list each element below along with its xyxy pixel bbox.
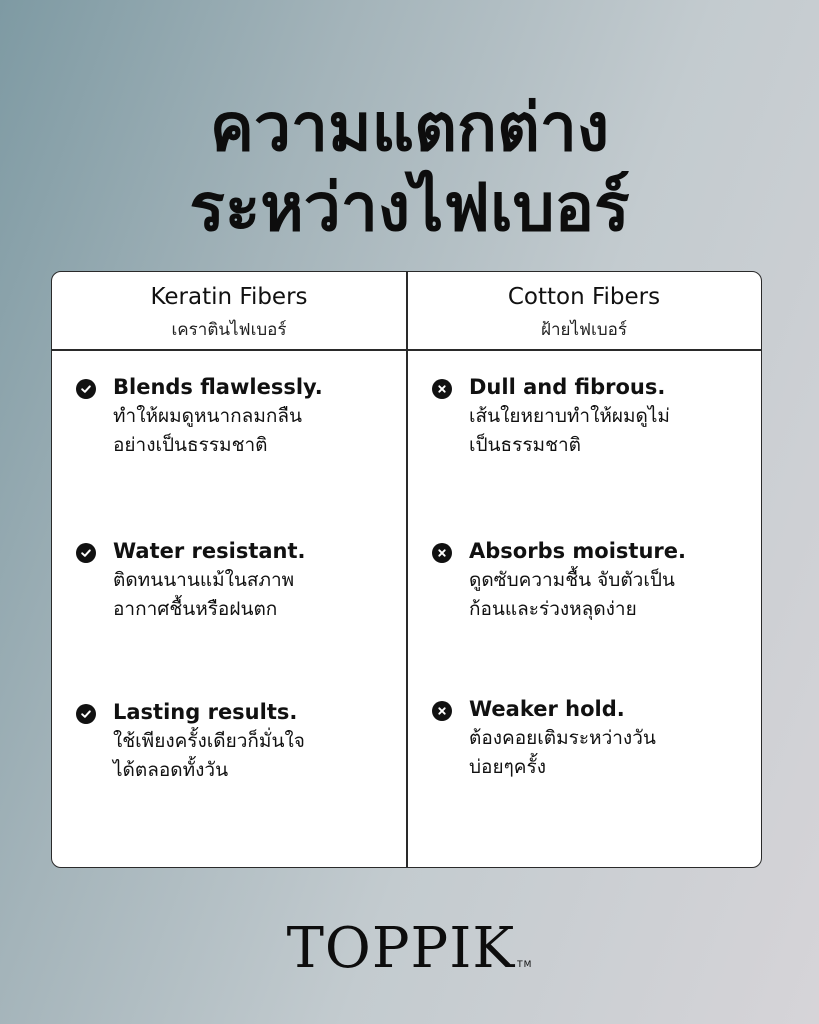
- column-divider: [406, 272, 408, 867]
- keratin-heading-th: เคราตินไฟเบอร์: [171, 320, 287, 340]
- keratin-item-desc-2: อย่างเป็นธรรมชาติ: [113, 434, 268, 456]
- cotton-item: [432, 372, 752, 460]
- cotton-item-desc-2: บ่อยๆครั้ง: [469, 756, 547, 778]
- cotton-item-title: Absorbs moisture.: [469, 539, 686, 563]
- header-divider: [52, 349, 761, 351]
- cotton-item: [432, 536, 752, 624]
- check-circle-icon: [76, 543, 96, 563]
- cotton-item-desc-2: ก้อนและร่วงหลุดง่าย: [469, 598, 637, 620]
- brand-logo: [0, 914, 819, 1000]
- x-circle-icon: [432, 701, 452, 721]
- cotton-item-desc-1: ต้องคอยเติมระหว่างวัน: [469, 727, 656, 749]
- keratin-item: [76, 697, 396, 785]
- x-circle-icon: [432, 379, 452, 399]
- title-line-1: ความแตกต่าง: [209, 89, 610, 166]
- keratin-item-desc-2: อากาศชื้นหรือฝนตก: [113, 598, 278, 620]
- keratin-item-desc-1: ทำให้ผมดูหนากลมกลืน: [113, 405, 302, 427]
- keratin-item: [76, 372, 396, 460]
- keratin-item-title: Lasting results.: [113, 700, 298, 724]
- cotton-item-desc-2: เป็นธรรมชาติ: [469, 434, 581, 456]
- keratin-item: [76, 536, 396, 624]
- title-line-2: ระหว่างไฟเบอร์: [189, 169, 630, 246]
- cotton-item-desc-1: เส้นใยหยาบทำให้ผมดูไม่: [469, 405, 670, 427]
- keratin-item-title: Water resistant.: [113, 539, 306, 563]
- keratin-column-header: [52, 282, 406, 344]
- cotton-heading-th: ฝ้ายไฟเบอร์: [541, 320, 627, 340]
- keratin-item-title: Blends flawlessly.: [113, 375, 323, 399]
- cotton-heading-en: Cotton Fibers: [507, 284, 661, 310]
- comparison-table: [51, 271, 762, 868]
- keratin-item-desc-2: ได้ตลอดทั้งวัน: [113, 759, 229, 781]
- x-circle-icon: [432, 543, 452, 563]
- brand-logo-text: TOPPIK: [286, 916, 516, 981]
- keratin-heading-en: Keratin Fibers: [150, 284, 308, 310]
- page-title: [0, 88, 819, 248]
- check-circle-icon: [76, 379, 96, 399]
- cotton-item-desc-1: ดูดซับความชื้น จับตัวเป็น: [469, 569, 675, 591]
- cotton-column-header: [407, 282, 761, 344]
- keratin-item-desc-1: ติดทนนานแม้ในสภาพ: [113, 569, 295, 591]
- trademark-mark: TM: [517, 960, 533, 970]
- cotton-item-title: Weaker hold.: [469, 697, 625, 721]
- cotton-item: [432, 694, 752, 782]
- check-circle-icon: [76, 704, 96, 724]
- cotton-item-title: Dull and fibrous.: [469, 375, 666, 399]
- keratin-item-desc-1: ใช้เพียงครั้งเดียวก็มั่นใจ: [113, 730, 305, 752]
